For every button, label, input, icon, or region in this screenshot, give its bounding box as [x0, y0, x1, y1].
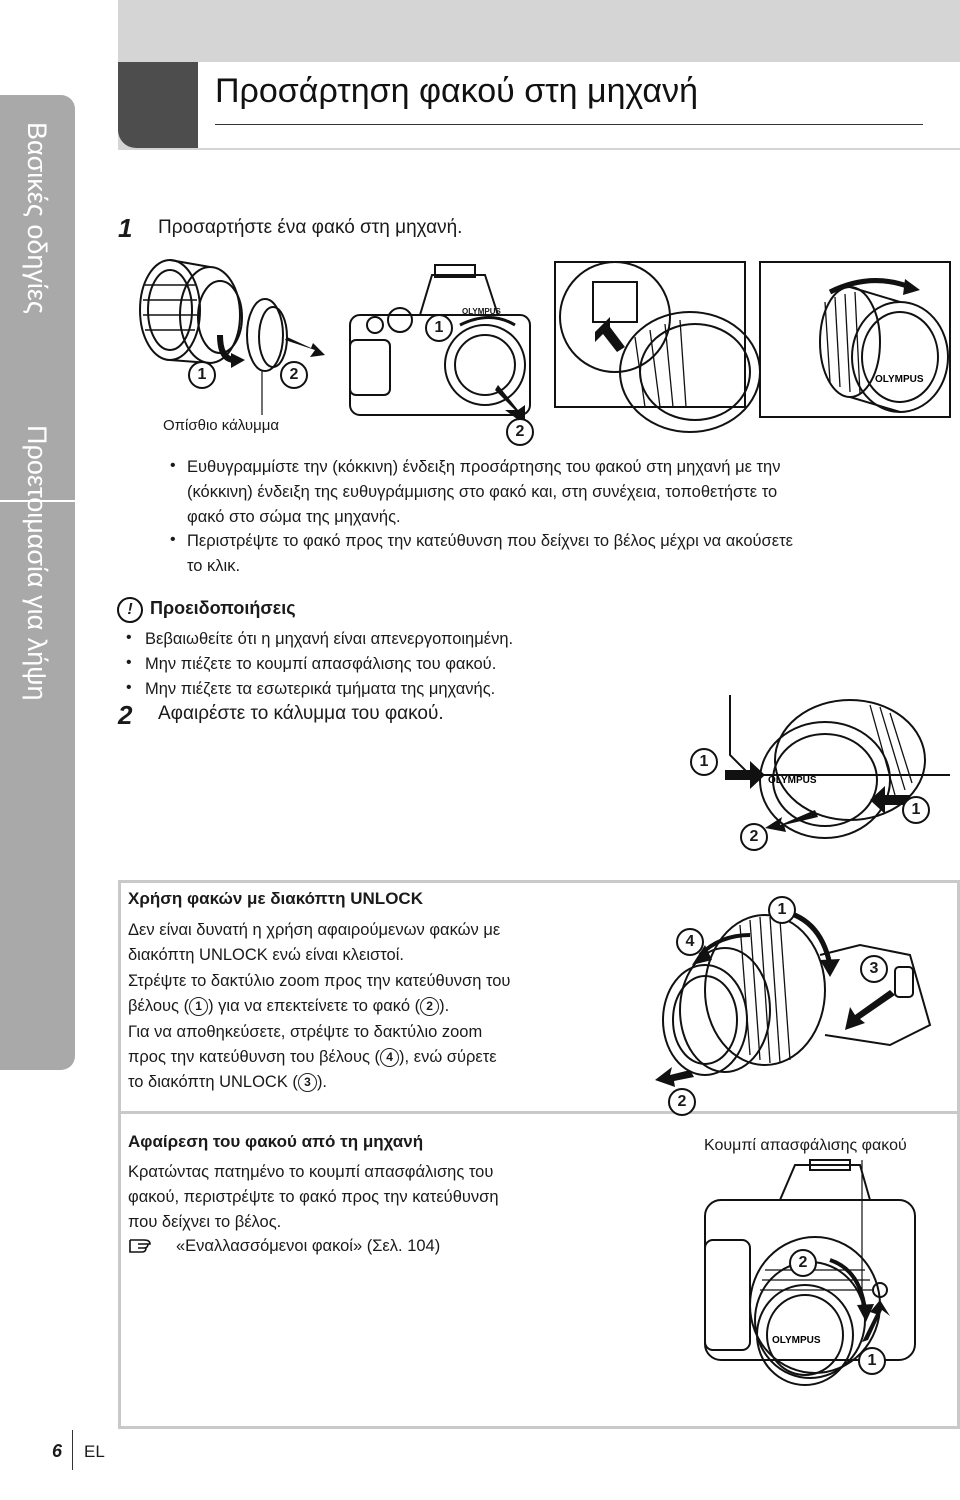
brand-label: OLYMPUS	[462, 307, 501, 316]
mount-alignment-illustration	[555, 262, 745, 407]
unlock-line-7	[128, 1070, 327, 1095]
page-number: 6	[52, 1441, 63, 1461]
unlock-marker-3: 3	[860, 955, 888, 983]
unlock-marker-1: 1	[768, 896, 796, 924]
svg-text:OLYMPUS: OLYMPUS	[772, 1335, 821, 1346]
unlock-line-4a: βέλους (	[128, 997, 190, 1015]
step1-bullet-1-line2: (κόκκινη) ένδειξη της ευθυγράμμισης στο φακό και, στη συνέχεια, τοποθετήστε το	[187, 483, 778, 501]
step-2-number: 2	[118, 700, 133, 730]
unlock-line-1: Δεν είναι δυνατή η χρήση αφαιρούμενων φακών με	[128, 921, 501, 939]
step1-marker-1: 1	[188, 361, 216, 389]
info-box-divider	[121, 1111, 957, 1114]
step2-marker-1a: 1	[690, 748, 718, 776]
unlock-line-4b: ) για να επεκτείνετε το φακό (	[208, 997, 421, 1015]
step1-bullet-2-line2: το κλικ.	[187, 557, 241, 575]
ref-marker-4: 4	[380, 1048, 399, 1067]
unlock-marker-4: 4	[676, 928, 704, 956]
step-1-text: Προσαρτήστε ένα φακό στη μηχανή.	[158, 217, 463, 238]
bullet-dot: •	[170, 457, 176, 474]
caution-item-1: Βεβαιωθείτε ότι η μηχανή είναι απενεργοποιημένη.	[145, 630, 514, 648]
svg-text:OLYMPUS: OLYMPUS	[768, 775, 817, 786]
removal-heading: Αφαίρεση του φακού από τη μηχανή	[128, 1132, 424, 1151]
rear-cap-label: Οπίσθιο κάλυμμα	[163, 417, 280, 434]
unlock-line-6a: προς την κατεύθυνση του βέλους (	[128, 1048, 381, 1066]
unlock-line-6	[128, 1045, 497, 1070]
ref-marker-2: 2	[420, 997, 439, 1016]
step1-bullet-1-line3: φακό στο σώμα της μηχανής.	[187, 508, 401, 526]
unlock-marker-2: 2	[668, 1088, 696, 1116]
unlock-line-3: Στρέψτε το δακτύλιο zoom προς την κατεύθυνση του	[128, 972, 511, 990]
lens-rear-cap-illustration	[125, 255, 325, 425]
removal-reference-link[interactable]: «Εναλλασσόμενοι φακοί» (Σελ. 104)	[176, 1237, 441, 1255]
removal-line-2: φακού, περιστρέψτε το φακό προς την κατεύθυνση	[128, 1188, 499, 1206]
step-1-number: 1	[118, 213, 133, 243]
page-title: Προσάρτηση φακού στη μηχανή	[215, 72, 698, 110]
release-button-label: Κουμπί απασφάλισης φακού	[704, 1137, 907, 1154]
cautions-heading: Προειδοποιήσεις	[150, 598, 296, 618]
side-tab-preparation: Προετοιμασία για λήψη	[22, 425, 52, 701]
step2-marker-2: 2	[740, 823, 768, 851]
footer-divider	[72, 1430, 73, 1470]
unlock-line-4	[128, 994, 449, 1019]
ref-marker-3: 3	[298, 1073, 317, 1092]
unlock-line-4c: ).	[439, 997, 450, 1015]
step1-bullet-2-line1: Περιστρέψτε το φακό προς την κατεύθυνση που δείχνει το βέλος μέχρι να ακούσετε	[187, 532, 793, 550]
step2-marker-1b: 1	[902, 796, 930, 824]
header-accent	[118, 62, 198, 148]
removal-marker-2: 2	[789, 1249, 817, 1277]
ref-marker-1: 1	[189, 997, 208, 1016]
unlock-line-7b: ).	[316, 1073, 328, 1091]
bullet-dot: •	[126, 679, 132, 696]
camera-body-illustration	[340, 265, 540, 420]
language-code: EL	[84, 1442, 105, 1461]
unlock-line-5: Για να αποθηκεύσετε, στρέψτε το δακτύλιο zoom	[128, 1023, 483, 1041]
bullet-dot: •	[126, 629, 132, 646]
step1-marker-2: 2	[280, 361, 308, 389]
side-tab-basic-guide: Βασικές οδηγίες	[22, 122, 52, 314]
step1-bullet-1-line1: Ευθυγραμμίστε την (κόκκινη) ένδειξη προσάρτησης του φακού στη μηχανή με την	[187, 458, 781, 476]
bullet-dot: •	[126, 654, 132, 671]
step-2-text: Αφαιρέστε το κάλυμμα του φακού.	[158, 703, 444, 724]
removal-marker-1: 1	[858, 1347, 886, 1375]
pointing-hand-icon	[128, 1236, 158, 1256]
lens-mounted-illustration	[760, 262, 950, 417]
unlock-lens-illustration	[650, 895, 950, 1105]
bullet-dot: •	[170, 531, 176, 548]
step1-marker-1b: 1	[425, 314, 453, 342]
unlock-line-2: διακόπτη UNLOCK ενώ είναι κλειστοί.	[128, 946, 404, 964]
removal-line-3: που δείχνει το βέλος.	[128, 1213, 282, 1231]
caution-item-3: Μην πιέζετε τα εσωτερικά τμήματα της μηχανής.	[145, 680, 496, 698]
caution-icon: !	[117, 597, 143, 623]
lens-removal-illustration	[700, 1160, 930, 1405]
step1-marker-2b: 2	[506, 418, 534, 446]
unlock-line-6b: ), ενώ σύρετε	[399, 1048, 497, 1066]
unlock-heading: Χρήση φακών με διακόπτη UNLOCK	[128, 889, 423, 908]
removal-line-1: Κρατώντας πατημένο το κουμπί απασφάλισης του	[128, 1163, 494, 1181]
svg-text:OLYMPUS: OLYMPUS	[875, 374, 924, 385]
caution-item-2: Μην πιέζετε το κουμπί απασφάλισης του φακού.	[145, 655, 497, 673]
title-underline	[215, 124, 923, 125]
unlock-line-7a: το διακόπτη UNLOCK (	[128, 1073, 298, 1091]
